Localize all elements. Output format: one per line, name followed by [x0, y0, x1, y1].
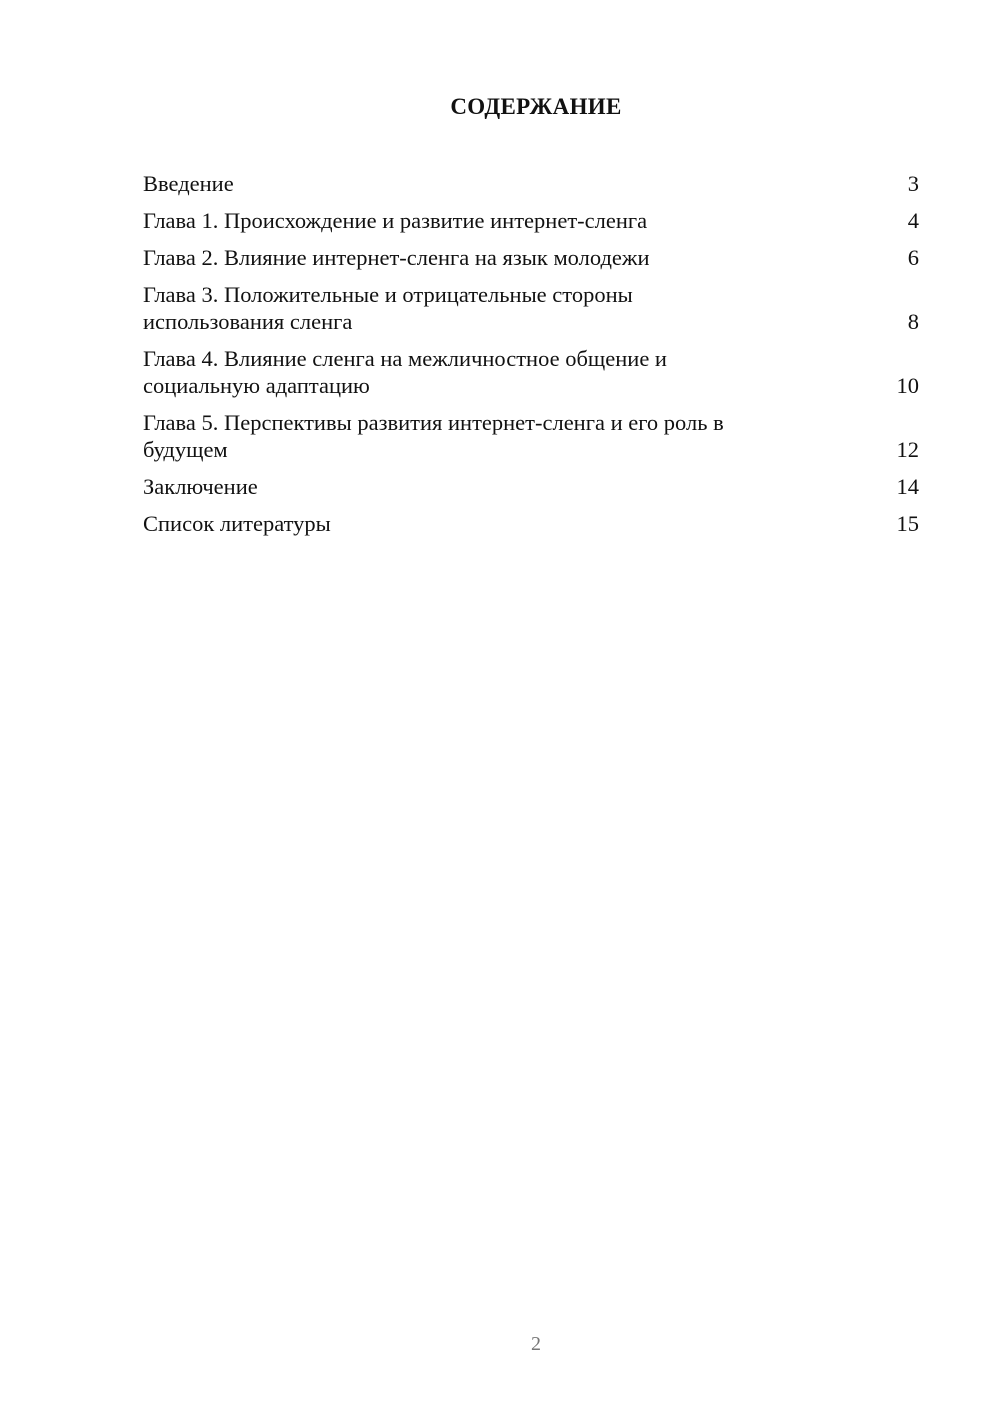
toc-entry-page: 10: [896, 373, 919, 398]
toc-entry-chapter-4: [143, 345, 919, 399]
toc-entry-page: 6: [907, 245, 919, 270]
table-of-contents: [143, 170, 919, 547]
toc-entry-page: 3: [907, 171, 919, 196]
toc-entry-text: Глава 5. Перспективы развития интернет-сленга и его роль в будущем: [143, 410, 724, 462]
page-number: 2: [531, 1333, 541, 1355]
toc-entry-bibliography: [143, 510, 919, 537]
toc-entry-text: Список литературы: [143, 511, 331, 536]
toc-entry-chapter-1: [143, 207, 919, 234]
toc-entry-text: Введение: [143, 171, 234, 196]
toc-entry-text: Глава 3. Положительные и отрицательные стороны использования сленга: [143, 282, 633, 334]
toc-entry-chapter-2: [143, 244, 919, 271]
toc-entry-chapter-3: [143, 281, 919, 335]
toc-entry-page: 12: [896, 437, 919, 462]
toc-entry-page: 8: [907, 309, 919, 334]
toc-entry-page: 15: [896, 511, 919, 536]
toc-entry-page: 4: [907, 208, 919, 233]
page-title: СОДЕРЖАНИЕ: [450, 94, 622, 119]
toc-entry-text: Глава 4. Влияние сленга на межличностное общение и социальную адаптацию: [143, 346, 667, 398]
toc-entry-introduction: [143, 170, 919, 197]
toc-entry-text: Глава 2. Влияние интернет-сленга на язык молодежи: [143, 245, 650, 270]
toc-entry-chapter-5: [143, 409, 919, 463]
toc-entry-conclusion: [143, 473, 919, 500]
toc-entry-text: Глава 1. Происхождение и развитие интернет-сленга: [143, 208, 648, 233]
toc-entry-text: Заключение: [143, 474, 258, 499]
toc-entry-page: 14: [896, 474, 919, 499]
